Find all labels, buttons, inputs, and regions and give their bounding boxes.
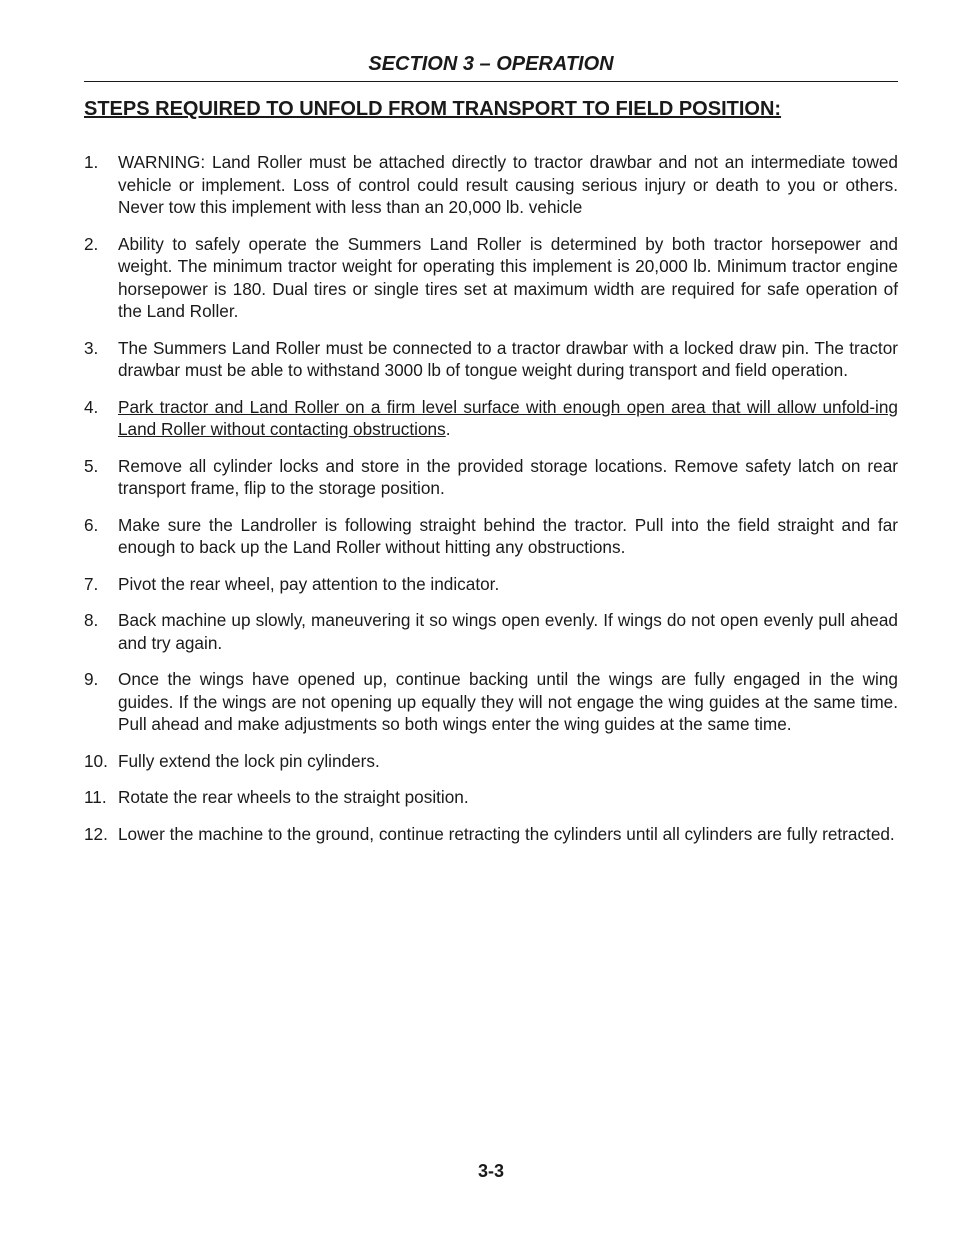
step-number: 5. xyxy=(84,455,99,476)
step-text: Once the wings have opened up, continue backing until the wings are fully engaged in the wing guides. If the wings are not opening up equally they will not engage the wing guides at the same time. Pull ahead and make adjustments so both wings enter the wing guides at the same time. xyxy=(118,669,898,734)
step-number: 4. xyxy=(84,396,99,417)
page-title: STEPS REQUIRED TO UNFOLD FROM TRANSPORT TO FIELD POSITION: xyxy=(84,98,782,120)
step-7 xyxy=(84,573,898,596)
step-text: Ability to safely operate the Summers Land Roller is determined by both tractor horsepower and weight. The minimum tractor weight for operating this implement is 20,000 lb. Minimum tractor engine horsepower is 180. Dual tires or single tires set at maximum width are required for safe operation of the Land Roller. xyxy=(118,233,898,321)
step-number: 6. xyxy=(84,514,99,535)
step-text-underlined: Park tractor and Land Roller on a firm level surface with enough open area that will allow unfold-ing Land Roller without contacting obstructions xyxy=(118,396,898,439)
step-number: 1. xyxy=(84,152,99,172)
step-6 xyxy=(84,514,898,559)
step-number: 12. xyxy=(84,823,108,844)
section-header: SECTION 3 – OPERATION xyxy=(368,53,614,75)
step-1 xyxy=(84,151,898,219)
step-number: 10. xyxy=(84,750,108,771)
step-8 xyxy=(84,609,898,654)
step-2 xyxy=(84,233,898,323)
step-number: 9. xyxy=(84,669,99,689)
step-number: 2. xyxy=(84,233,99,254)
step-text: Lower the machine to the ground, continue retracting the cylinders until all cylinders are fully retracted. xyxy=(118,823,895,844)
step-text xyxy=(118,396,898,441)
step-9 xyxy=(84,668,898,736)
page-number: 3-3 xyxy=(477,1161,504,1181)
steps-list xyxy=(84,151,898,859)
step-11 xyxy=(84,786,898,809)
step-number: 11. xyxy=(84,787,107,807)
step-number: 8. xyxy=(84,610,99,630)
step-text: Back machine up slowly, maneuvering it so wings open evenly. If wings do not open evenly pull ahead and try again. xyxy=(118,610,898,653)
step-text: Make sure the Landroller is following straight behind the tractor. Pull into the field straight and far enough to back up the Land Roller without hitting any obstructions. xyxy=(118,514,898,557)
step-text: Pivot the rear wheel, pay attention to the indicator. xyxy=(118,573,500,594)
step-number: 3. xyxy=(84,337,99,358)
step-4 xyxy=(84,396,898,441)
header-rule xyxy=(84,81,898,82)
step-3 xyxy=(84,337,898,382)
step-text: Fully extend the lock pin cylinders. xyxy=(118,750,380,771)
step-text: Rotate the rear wheels to the straight position. xyxy=(118,787,469,807)
step-text: The Summers Land Roller must be connected to a tractor drawbar with a locked draw pin. The tractor drawbar must be able to withstand 3000 lb of tongue weight during transport and field operation. xyxy=(118,337,898,380)
step-text-suffix: . xyxy=(445,419,451,439)
step-text: WARNING: Land Roller must be attached directly to tractor drawbar and not an intermediate towed vehicle or implement. Loss of control could result causing serious injury or death to you or others. Never tow this implement with less than an 20,000 lb. vehicle xyxy=(118,152,898,217)
step-12 xyxy=(84,823,898,846)
step-5 xyxy=(84,455,898,500)
step-number: 7. xyxy=(84,573,99,594)
step-text: Remove all cylinder locks and store in the provided storage locations. Remove safety latch on rear transport frame, flip to the storage position. xyxy=(118,455,898,498)
step-10 xyxy=(84,750,898,773)
